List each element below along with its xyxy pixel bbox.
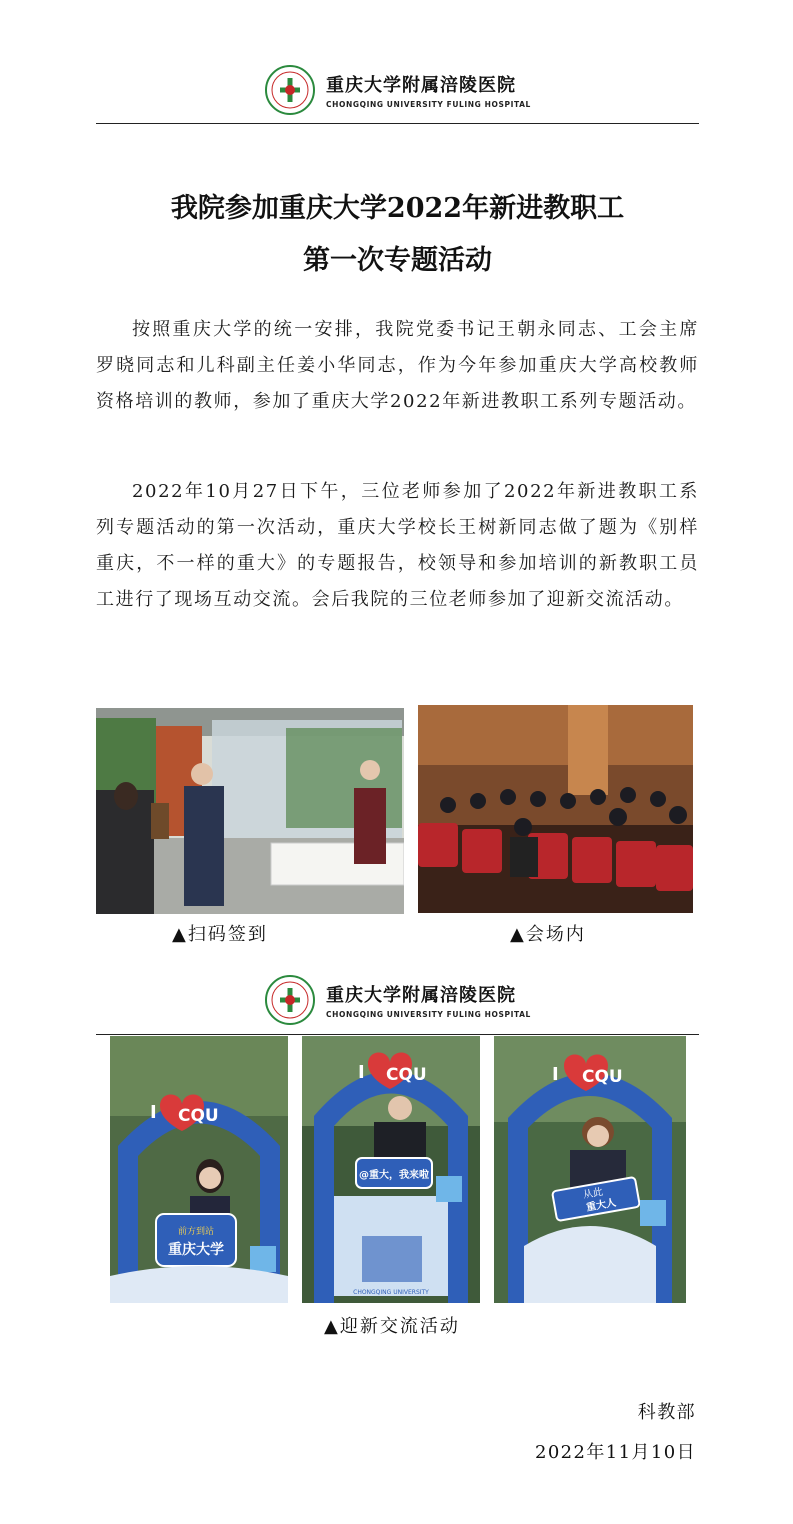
sign-text-2: @重大，我来啦 xyxy=(359,1170,429,1181)
article-title-line2: 第一次专题活动 xyxy=(303,245,492,276)
signature-date: 2022年11月10日 xyxy=(534,1442,696,1463)
hospital-logo-repeat xyxy=(264,974,531,1026)
frame-cqu-logo: CQU xyxy=(582,1067,623,1087)
sign-text-3a: 从此 xyxy=(582,1186,604,1202)
hospital-seal-icon xyxy=(264,64,316,116)
photo-welcome-2 xyxy=(302,1036,480,1303)
hospital-name-en: CHONGQING UNIVERSITY FULING HOSPITAL xyxy=(326,1010,531,1019)
hospital-seal-icon xyxy=(264,974,316,1026)
header-divider xyxy=(96,1034,699,1035)
page-header-repeat xyxy=(96,966,699,1036)
article-paragraph-2: 2022年10月27日下午，三位老师参加了2022年新进教职工系列专题活动的第一次活动，重庆大学校长王树新同志做了题为《别样重庆，不一样的重大》的专题报告，校领导和参加培训的新教职工员工进行了现场互动交流。会后我院的三位老师参加了迎新交流活动。 xyxy=(96,481,699,610)
caption-venue: ▲会场内 xyxy=(510,924,586,945)
photo-welcome-1 xyxy=(110,1036,288,1303)
frame-cqu-logo: CQU xyxy=(386,1065,427,1085)
frame-cqu-logo: CQU xyxy=(178,1106,219,1126)
article-title-line1: 我院参加重庆大学2022年新进教职工 xyxy=(170,193,625,224)
hospital-name-cn: 重庆大学附属涪陵医院 xyxy=(326,75,516,96)
hospital-logo xyxy=(264,64,531,116)
frame-letter: I xyxy=(150,1102,157,1123)
sign-text-1a: 前方到站 xyxy=(177,1227,215,1237)
photo-welcome-3 xyxy=(494,1036,686,1303)
frame-caption: CHONGQING UNIVERSITY xyxy=(353,1289,429,1296)
photo-venue xyxy=(418,705,693,913)
header-divider xyxy=(96,123,699,124)
caption-welcome-activity: ▲迎新交流活动 xyxy=(324,1316,460,1337)
frame-letter: I xyxy=(358,1062,365,1083)
signature-department: 科教部 xyxy=(637,1402,696,1423)
sign-text-3b: 重大人 xyxy=(585,1197,617,1214)
page-header xyxy=(96,0,699,124)
caption-scan-signin: ▲扫码签到 xyxy=(172,924,268,945)
hospital-name-en: CHONGQING UNIVERSITY FULING HOSPITAL xyxy=(326,100,531,109)
hospital-name-cn: 重庆大学附属涪陵医院 xyxy=(326,985,516,1006)
frame-letter: I xyxy=(552,1064,559,1085)
article-paragraph-1: 按照重庆大学的统一安排，我院党委书记王朝永同志、工会主席罗晓同志和儿科副主任姜小华同志，作为今年参加重庆大学高校教师资格培训的教师，参加了重庆大学2022年新进教职工系列专题活动。 xyxy=(96,319,699,412)
photo-scan-signin xyxy=(96,708,404,914)
sign-text-1b: 重庆大学 xyxy=(168,1242,224,1258)
